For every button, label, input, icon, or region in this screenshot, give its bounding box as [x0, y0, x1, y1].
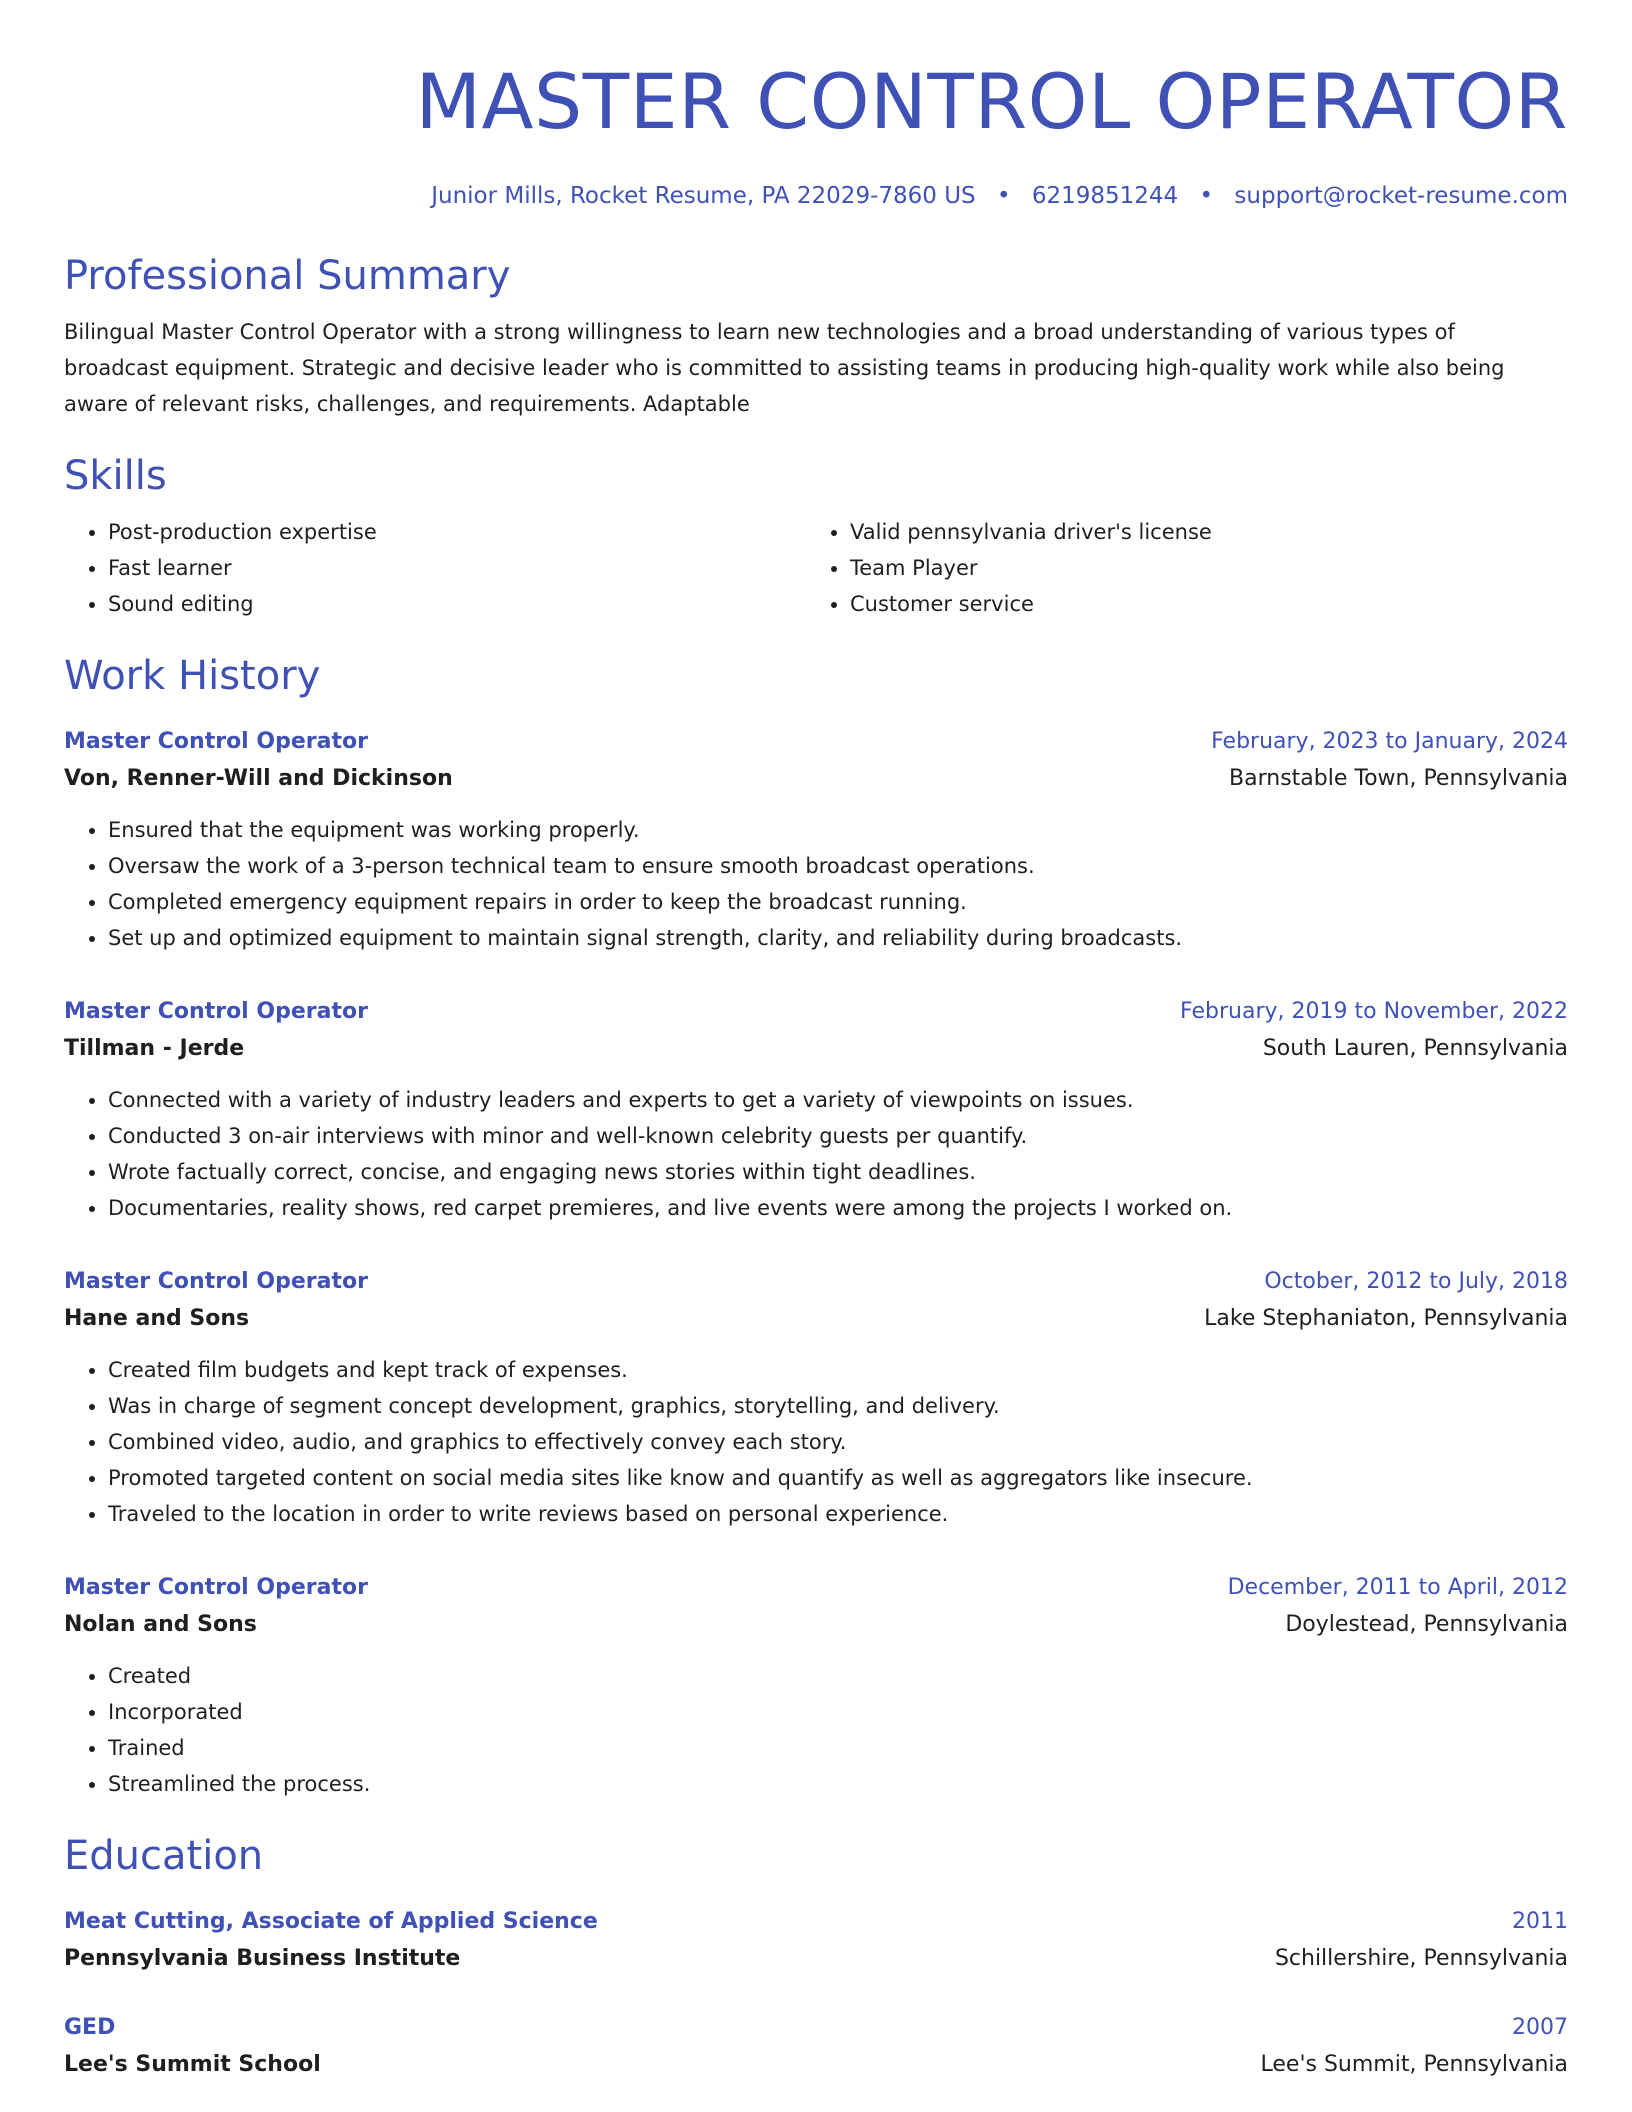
- job-bullet: • Connected with a variety of industry leaders and experts to get a variety of viewpoints on issues.: [108, 1082, 1568, 1118]
- contact-line: [64, 178, 1568, 214]
- job-title: Master Control Operator: [64, 1575, 368, 1600]
- skills-list-right: [806, 514, 1568, 622]
- education-entry: [64, 2010, 1568, 2084]
- job-bullet: • Trained: [108, 1730, 1568, 1766]
- job-dates: December, 2011 to April, 2012: [1227, 1575, 1568, 1600]
- candidate-name: MASTER CONTROL OPERATOR: [415, 57, 1568, 146]
- skills-section: [64, 450, 1568, 622]
- job-location: Lake Stephaniaton, Pennsylvania: [1204, 1306, 1568, 1331]
- job-bullet: • Was in charge of segment concept development, graphics, storytelling, and delivery.: [108, 1388, 1568, 1424]
- job-entry: [64, 1570, 1568, 1802]
- contact-phone: 6219851244: [1031, 183, 1179, 209]
- school-name: Lee's Summit School: [64, 2052, 321, 2077]
- job-bullet: • Set up and optimized equipment to maintain signal strength, clarity, and reliability during broadcasts.: [108, 920, 1568, 956]
- job-bullets: [64, 1082, 1568, 1226]
- job-bullets: [64, 1352, 1568, 1532]
- job-dates: February, 2023 to January, 2024: [1211, 729, 1568, 754]
- education-year: 2011: [1512, 1909, 1568, 1934]
- skill-item: • Post-production expertise: [108, 514, 806, 550]
- job-dates: October, 2012 to July, 2018: [1264, 1269, 1568, 1294]
- education-year: 2007: [1512, 2015, 1568, 2040]
- job-company: Von, Renner-Will and Dickinson: [64, 766, 453, 791]
- job-bullet: • Combined video, audio, and graphics to effectively convey each story.: [108, 1424, 1568, 1460]
- school-location: Schillershire, Pennsylvania: [1274, 1946, 1568, 1971]
- school-name: Pennsylvania Business Institute: [64, 1946, 461, 1971]
- work-history-section: [64, 650, 1568, 1802]
- degree-title: GED: [64, 2015, 116, 2040]
- job-bullet: • Promoted targeted content on social media sites like know and quantify as well as aggregators like insecure.: [108, 1460, 1568, 1496]
- job-bullet: • Streamlined the process.: [108, 1766, 1568, 1802]
- skill-item: • Team Player: [850, 550, 1568, 586]
- job-bullet: • Documentaries, reality shows, red carpet premieres, and live events were among the projects I worked on.: [108, 1190, 1568, 1226]
- work-history-heading: Work History: [64, 653, 321, 699]
- contact-address: Junior Mills, Rocket Resume, PA 22029-7860 US: [431, 183, 976, 209]
- job-entry: [64, 724, 1568, 956]
- job-title: Master Control Operator: [64, 1269, 368, 1294]
- skill-item: • Valid pennsylvania driver's license: [850, 514, 1568, 550]
- summary-text: Bilingual Master Control Operator with a strong willingness to learn new technologies and a broad understanding of various types of broadcast equipment. Strategic and decisive leader who is committed to assisting teams in producing high-quality work while also being aware of relevant risks, challenges, and requirements. Adaptable: [64, 320, 1505, 416]
- summary-section: [64, 250, 1568, 422]
- job-title: Master Control Operator: [64, 729, 368, 754]
- school-location: Lee's Summit, Pennsylvania: [1260, 2052, 1568, 2077]
- job-bullet: • Oversaw the work of a 3-person technical team to ensure smooth broadcast operations.: [108, 848, 1568, 884]
- job-title: Master Control Operator: [64, 999, 368, 1024]
- job-bullets: [64, 812, 1568, 956]
- resume-header: [64, 52, 1568, 214]
- education-section: [64, 1830, 1568, 2084]
- skill-item: • Customer service: [850, 586, 1568, 622]
- job-bullet: • Conducted 3 on-air interviews with minor and well-known celebrity guests per quantify.: [108, 1118, 1568, 1154]
- job-entry: [64, 994, 1568, 1226]
- job-bullet: • Incorporated: [108, 1694, 1568, 1730]
- job-bullet: • Wrote factually correct, concise, and engaging news stories within tight deadlines.: [108, 1154, 1568, 1190]
- job-bullet: • Traveled to the location in order to write reviews based on personal experience.: [108, 1496, 1568, 1532]
- job-location: Barnstable Town, Pennsylvania: [1229, 766, 1568, 791]
- skill-item: • Sound editing: [108, 586, 806, 622]
- job-bullet: • Created film budgets and kept track of expenses.: [108, 1352, 1568, 1388]
- job-bullets: [64, 1658, 1568, 1802]
- job-bullet: • Completed emergency equipment repairs in order to keep the broadcast running.: [108, 884, 1568, 920]
- job-location: South Lauren, Pennsylvania: [1262, 1036, 1568, 1061]
- education-heading: Education: [64, 1833, 264, 1879]
- contact-email: support@rocket-resume.com: [1234, 183, 1568, 209]
- skills-heading: Skills: [64, 453, 167, 499]
- job-company: Tillman - Jerde: [64, 1036, 245, 1061]
- job-entry: [64, 1264, 1568, 1532]
- job-dates: February, 2019 to November, 2022: [1180, 999, 1568, 1024]
- job-location: Doylestead, Pennsylvania: [1285, 1612, 1568, 1637]
- job-bullet: • Created: [108, 1658, 1568, 1694]
- job-company: Hane and Sons: [64, 1306, 250, 1331]
- degree-title: Meat Cutting, Associate of Applied Science: [64, 1909, 598, 1934]
- skills-list-left: [64, 514, 806, 622]
- contact-separator: •: [1199, 183, 1214, 209]
- education-entry: [64, 1904, 1568, 1978]
- contact-separator: •: [996, 183, 1011, 209]
- skill-item: • Fast learner: [108, 550, 806, 586]
- job-bullet: • Ensured that the equipment was working properly.: [108, 812, 1568, 848]
- skills-grid: [64, 514, 1568, 622]
- summary-heading: Professional Summary: [64, 253, 511, 299]
- job-company: Nolan and Sons: [64, 1612, 257, 1637]
